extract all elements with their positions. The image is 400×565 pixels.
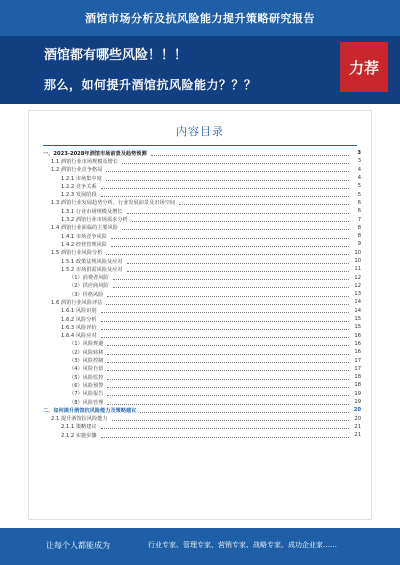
toc-entry-page: 17 [354,357,361,364]
toc-entry-page: 21 [354,423,361,430]
toc-entry-page: 19 [354,399,361,406]
toc-leader-dots [107,387,349,388]
banner-subheadline: 那么，如何提升酒馆抗风险能力？？？ [44,78,257,92]
toc-leader-dots [113,279,349,280]
toc-entry-page: 8 [357,224,361,231]
toc-entry-page: 7 [357,216,361,223]
toc-entry-label: （4）风险自留 [69,366,104,373]
toc-leader-dots [107,362,349,363]
toc-entry-label: 1.4.1 市场竞争风险 [61,233,107,240]
document-page [28,110,372,520]
toc-leader-dots [111,238,349,239]
toc-entry-label: 1.4.2 经营管理风险 [61,241,107,248]
toc-entry-label: 1.5 酒馆行业风险分析 [51,250,103,257]
toc-entry[interactable] [43,290,361,298]
toc-entry[interactable] [43,174,361,182]
toc-entry[interactable] [43,340,361,348]
toc-entry-page: 12 [354,282,361,289]
toc-entry-page: 5 [357,191,361,198]
toc-entry[interactable] [43,257,361,265]
toc-entry-label: （6）风险预警 [69,382,104,389]
toc-leader-dots [101,188,349,189]
toc-entry-page: 13 [354,291,361,298]
toc-leader-dots [101,321,349,322]
toc-entry-label: 1.3 酒馆行业发展趋势分析，行业发展前景及市场空间 [51,200,176,207]
toc-entry-page: 17 [354,365,361,372]
toc-entry-page: 16 [354,340,361,347]
toc-entry-label: 1.2.1 市场集中度 [61,175,102,182]
toc-entry-page: 20 [353,407,361,414]
toc-entry-page: 9 [357,241,361,248]
toc-entry-page: 21 [354,432,361,439]
toc-leader-dots [122,229,349,230]
toc-entry-page: 16 [354,349,361,356]
toc-leader-dots [101,437,349,438]
toc-leader-dots [107,404,349,405]
toc-entry-label: （8）风险管理 [69,399,104,406]
toc-entry-page: 14 [354,307,361,314]
toc-leader-dots [107,354,349,355]
footer-slogan: 让每个人都能成为 [46,541,110,550]
toc-leader-dots [127,213,349,214]
toc-entry-page: 15 [354,316,361,323]
toc-entry[interactable] [43,323,361,331]
toc-entry[interactable] [43,365,361,373]
toc-entry[interactable] [43,381,361,389]
toc-entry[interactable] [43,315,361,323]
toc-entry-page: 18 [354,382,361,389]
toc-entry-label: 2.1 提升酒馆抗风险能力 [51,416,108,423]
toc-entry[interactable] [43,157,361,165]
toc-entry-label: 1.5.2 市场供需风险及应对 [61,266,123,273]
report-title: 酒馆市场分析及抗风险能力提升策略研究报告 [85,12,315,25]
report-header-bar [0,0,400,36]
toc-entry-label: （3）价格风险 [69,291,104,298]
toc-entry[interactable] [43,224,361,232]
toc-entry[interactable] [43,390,361,398]
toc-entry-page: 12 [354,274,361,281]
toc-entry-label: 1.4 酒馆行业面临的主要风险 [51,225,118,232]
toc-entry-label: 1.2 酒馆行业竞争格局 [51,167,103,174]
toc-entry[interactable] [43,406,361,414]
toc-leader-dots [127,271,349,272]
toc-entry-page: 4 [357,166,361,173]
toc-entry-page: 3 [357,158,361,165]
toc-entry-page: 11 [354,266,361,273]
toc-entry[interactable] [43,249,361,257]
toc-leader-dots [101,312,349,313]
toc-leader-dots [101,196,349,197]
toc-entry[interactable] [43,149,361,157]
toc-leader-dots [113,287,349,288]
toc-entry-page: 3 [357,150,361,157]
toc-entry-page: 14 [354,299,361,306]
toc-entry[interactable] [43,215,361,223]
toc-leader-dots [101,329,349,330]
toc-entry-page: 8 [357,233,361,240]
toc-entry-page: 20 [354,415,361,422]
toc-leader-dots [106,180,349,181]
toc-entry[interactable] [43,265,361,273]
toc-entry-label: 1.6 酒馆行业风险评估 [51,299,103,306]
toc-entry[interactable] [43,232,361,240]
toc-leader-dots [106,171,349,172]
toc-title: 内容目录 [176,125,224,138]
toc-entry-label: 1.5.1 政策法规风险及应对 [61,258,123,265]
toc-leader-dots [106,254,349,255]
toc-entry[interactable] [43,307,361,315]
toc-entry[interactable] [43,298,361,306]
footer-roles: 行业专家、管理专家、营销专家、战略专家、成功企业家…… [148,541,337,549]
recommend-seal [340,42,388,92]
toc-entry-page: 6 [357,208,361,215]
banner-headline: 酒馆都有哪些风险！！！ [44,48,188,63]
promo-banner [0,36,400,104]
toc-leader-dots [111,246,349,247]
toc-entry-page: 18 [354,374,361,381]
toc-entry-label: 1.6.2 风险分析 [61,316,97,323]
toc-leader-dots [107,345,349,346]
toc-entry[interactable] [43,373,361,381]
toc-entry-label: 1.6.1 风险识别 [61,308,97,315]
toc-entry[interactable] [43,166,361,174]
toc-leader-dots [107,296,349,297]
toc-entry-label: 1.1 酒馆行业市场规模及增长 [51,158,118,165]
toc-leader-dots [132,221,349,222]
toc-entry[interactable] [43,415,361,423]
toc-entry-page: 15 [354,324,361,331]
toc-entry-label: 1.6.4 风险应对 [61,333,97,340]
toc-leader-dots [112,420,349,421]
toc-entry[interactable] [43,398,361,406]
toc-entry-label: 1.6.3 风险评价 [61,324,97,331]
toc-entry[interactable] [43,431,361,439]
toc-entry[interactable] [43,356,361,364]
toc-entry[interactable] [43,273,361,281]
recommend-seal-text: 力荐 [348,58,379,77]
toc-leader-dots [140,412,349,413]
toc-entry[interactable] [43,182,361,190]
footer-bar [0,528,400,565]
toc-leader-dots [122,163,349,164]
toc-entry[interactable] [43,190,361,198]
toc-entry-label: 1.2.3 发展阶段 [61,192,97,199]
toc-leader-dots [106,304,349,305]
table-of-contents [43,149,361,439]
toc-leader-dots [127,263,349,264]
toc-entry-label: 1.3.2 酒馆行业市场需求分析 [61,217,128,224]
toc-entry-page: 16 [354,332,361,339]
toc-entry-label: （3）风险控制 [69,358,104,365]
toc-entry-label: 2.1.1 策略建议 [61,424,97,431]
toc-entry[interactable] [43,199,361,207]
toc-entry-label: （1）风险规避 [69,341,104,348]
toc-entry-label: 2.1.2 实施步骤 [61,432,97,439]
toc-entry-label: （2）供应商风险 [69,283,109,290]
toc-entry-label: （1）消费者风险 [69,275,109,282]
toc-entry[interactable] [43,207,361,215]
toc-entry-page: 10 [354,258,361,264]
toc-leader-dots [107,379,349,380]
toc-leader-dots [101,428,349,429]
toc-entry-label: （2）风险转移 [69,349,104,356]
toc-entry-page: 6 [357,199,361,206]
toc-entry-label: （7）风险报告 [69,391,104,398]
toc-entry-label: （5）风险监控 [69,374,104,381]
toc-entry[interactable] [43,240,361,248]
toc-entry-page: 5 [357,183,361,190]
toc-entry-page: 4 [357,175,361,182]
toc-entry[interactable] [43,282,361,290]
toc-entry-page: 10 [354,249,361,256]
toc-entry[interactable] [43,348,361,356]
toc-entry[interactable] [43,423,361,431]
toc-entry-label: 二、如何提升酒馆抗风险能力及策略建议 [43,407,137,414]
toc-entry-label: 1.3.1 行业市场规模及增长 [61,208,123,215]
toc-leader-dots [151,155,349,156]
toc-leader-dots [107,370,349,371]
toc-entry[interactable] [43,332,361,340]
toc-leader-dots [107,395,349,396]
toc-entry-label: 1.2.2 竞争关系 [61,183,97,190]
toc-leader-dots [101,337,349,338]
toc-divider [43,145,357,146]
toc-entry-page: 19 [354,390,361,397]
toc-entry-label: 一、2023-2028年酒馆市场前景及趋势预测 [43,150,147,157]
toc-leader-dots [179,204,349,205]
